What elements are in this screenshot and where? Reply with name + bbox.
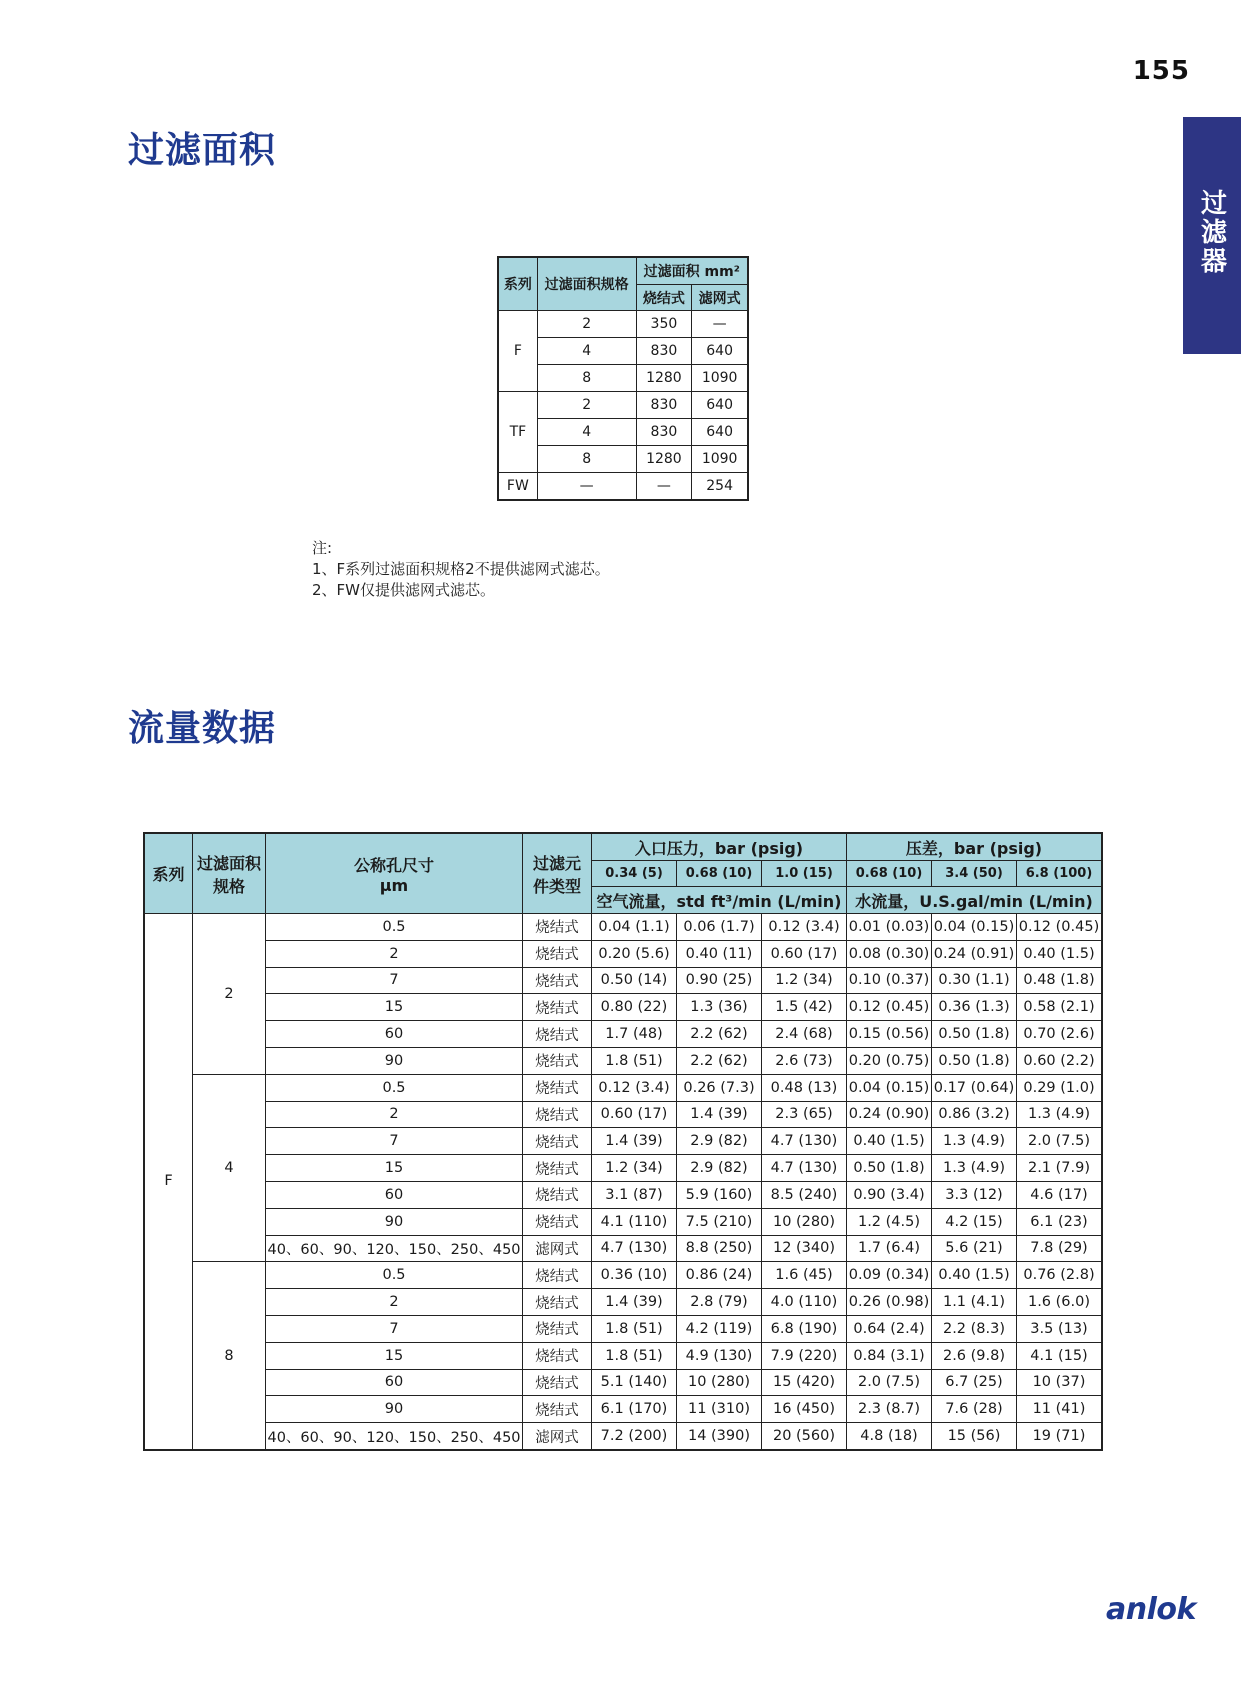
area-mesh-cell: 1090 <box>692 446 748 473</box>
area-spec-cell: 8 <box>537 446 636 473</box>
flow-water-value-cell: 0.36 (1.3) <box>932 994 1017 1021</box>
flow-water-value-cell: 6.1 (23) <box>1017 1208 1103 1235</box>
flow-type-cell: 烧结式 <box>523 1262 592 1289</box>
side-tab-label: 过滤器 <box>1196 189 1227 276</box>
area-header-area: 过滤面积 mm² <box>636 257 748 285</box>
flow-water-value-cell: 2.3 (8.7) <box>847 1396 932 1423</box>
flow-air-value-cell: 2.6 (73) <box>762 1047 847 1074</box>
flow-air-value-cell: 8.5 (240) <box>762 1181 847 1208</box>
flow-type-cell: 烧结式 <box>523 940 592 967</box>
flow-air-value-cell: 1.6 (45) <box>762 1262 847 1289</box>
flow-type-cell: 烧结式 <box>523 967 592 994</box>
flow-air-value-cell: 1.4 (39) <box>592 1128 677 1155</box>
flow-air-value-cell: 1.8 (51) <box>592 1342 677 1369</box>
flow-air-value-cell: 2.2 (62) <box>677 1047 762 1074</box>
flow-water-value-cell: 1.2 (4.5) <box>847 1208 932 1235</box>
flow-air-value-cell: 4.1 (110) <box>592 1208 677 1235</box>
area-mesh-cell: 1090 <box>692 365 748 392</box>
flow-air-value-cell: 11 (310) <box>677 1396 762 1423</box>
flow-water-value-cell: 4.1 (15) <box>1017 1342 1103 1369</box>
flow-water-value-cell: 0.30 (1.1) <box>932 967 1017 994</box>
flow-header-spec-line2: 规格 <box>212 876 245 896</box>
flow-air-value-cell: 2.9 (82) <box>677 1128 762 1155</box>
area-series-cell: F <box>498 311 537 392</box>
flow-water-value-cell: 0.12 (0.45) <box>847 994 932 1021</box>
flow-air-value-cell: 7.5 (210) <box>677 1208 762 1235</box>
flow-pore-cell: 40、60、90、120、150、250、450 <box>266 1423 523 1450</box>
flow-pore-cell: 7 <box>266 1315 523 1342</box>
flow-air-value-cell: 10 (280) <box>677 1369 762 1396</box>
area-series-cell: TF <box>498 392 537 473</box>
flow-data-title: 流量数据 <box>128 708 277 749</box>
flow-water-value-cell: 10 (37) <box>1017 1369 1103 1396</box>
flow-header-pressure-diff: 压差，bar (psig) <box>847 833 1103 861</box>
area-mesh-cell: 640 <box>692 392 748 419</box>
flow-header-diff-value: 6.8 (100) <box>1017 861 1103 887</box>
flow-water-value-cell: 4.2 (15) <box>932 1208 1017 1235</box>
flow-water-value-cell: 0.48 (1.8) <box>1017 967 1103 994</box>
flow-water-value-cell: 0.40 (1.5) <box>932 1262 1017 1289</box>
flow-type-cell: 烧结式 <box>523 1289 592 1316</box>
table-row <box>144 1208 1102 1235</box>
flow-header-type-line1: 过滤元 <box>532 853 581 873</box>
area-header-mesh: 滤网式 <box>692 285 748 311</box>
flow-header-inlet-pressure: 入口压力，bar (psig) <box>592 833 847 861</box>
area-spec-cell: 4 <box>537 419 636 446</box>
flow-pore-cell: 2 <box>266 940 523 967</box>
area-spec-cell: — <box>537 473 636 501</box>
flow-water-value-cell: 1.1 (4.1) <box>932 1289 1017 1316</box>
flow-spec-cell: 2 <box>193 914 266 1075</box>
flow-air-value-cell: 10 (280) <box>762 1208 847 1235</box>
flow-pore-cell: 40、60、90、120、150、250、450 <box>266 1235 523 1262</box>
flow-header-pore-line2: μm <box>379 875 409 895</box>
flow-pore-cell: 2 <box>266 1289 523 1316</box>
flow-water-value-cell: 0.50 (1.8) <box>847 1155 932 1182</box>
flow-pore-cell: 0.5 <box>266 1262 523 1289</box>
table-row <box>144 940 1102 967</box>
flow-water-value-cell: 1.6 (6.0) <box>1017 1289 1103 1316</box>
flow-water-value-cell: 0.84 (3.1) <box>847 1342 932 1369</box>
table-row <box>144 967 1102 994</box>
flow-pore-cell: 0.5 <box>266 914 523 941</box>
flow-water-value-cell: 1.3 (4.9) <box>1017 1101 1103 1128</box>
flow-air-value-cell: 4.7 (130) <box>762 1128 847 1155</box>
flow-header-inlet-value: 0.68 (10) <box>677 861 762 887</box>
table-row <box>144 1128 1102 1155</box>
flow-air-value-cell: 1.2 (34) <box>762 967 847 994</box>
flow-water-value-cell: 1.7 (6.4) <box>847 1235 932 1262</box>
flow-series-cell: F <box>144 914 193 1450</box>
flow-water-value-cell: 0.12 (0.45) <box>1017 914 1103 941</box>
table-row <box>144 1101 1102 1128</box>
flow-water-value-cell: 2.2 (8.3) <box>932 1315 1017 1342</box>
area-mesh-cell: — <box>692 311 748 338</box>
page-number: 155 <box>1132 56 1190 86</box>
flow-type-cell: 烧结式 <box>523 1208 592 1235</box>
flow-water-value-cell: 0.40 (1.5) <box>847 1128 932 1155</box>
flow-water-value-cell: 0.09 (0.34) <box>847 1262 932 1289</box>
flow-header-type <box>523 833 592 914</box>
table-row <box>498 311 748 338</box>
area-sintered-cell: 350 <box>636 311 692 338</box>
flow-air-value-cell: 4.7 (130) <box>762 1155 847 1182</box>
flow-air-value-cell: 4.9 (130) <box>677 1342 762 1369</box>
area-header-series: 系列 <box>498 257 537 311</box>
flow-spec-cell: 4 <box>193 1074 266 1262</box>
flow-air-value-cell: 6.8 (190) <box>762 1315 847 1342</box>
table-row <box>144 1423 1102 1450</box>
flow-type-cell: 烧结式 <box>523 1396 592 1423</box>
flow-pore-cell: 7 <box>266 967 523 994</box>
flow-header-inlet-value: 1.0 (15) <box>762 861 847 887</box>
flow-water-value-cell: 0.58 (2.1) <box>1017 994 1103 1021</box>
flow-air-value-cell: 3.1 (87) <box>592 1181 677 1208</box>
flow-air-value-cell: 8.8 (250) <box>677 1235 762 1262</box>
table-row <box>144 994 1102 1021</box>
flow-water-value-cell: 0.15 (0.56) <box>847 1021 932 1048</box>
flow-water-value-cell: 0.01 (0.03) <box>847 914 932 941</box>
flow-air-value-cell: 5.1 (140) <box>592 1369 677 1396</box>
area-series-cell: FW <box>498 473 537 501</box>
flow-header-air-flow: 空气流量，std ft³/min (L/min) <box>592 887 847 914</box>
section-side-tab <box>1183 117 1241 354</box>
flow-water-value-cell: 0.90 (3.4) <box>847 1181 932 1208</box>
flow-air-value-cell: 0.86 (24) <box>677 1262 762 1289</box>
area-spec-cell: 4 <box>537 338 636 365</box>
area-header-spec: 过滤面积规格 <box>537 257 636 311</box>
flow-data-table <box>143 832 1103 1451</box>
table-row <box>144 1155 1102 1182</box>
table-row <box>144 1074 1102 1101</box>
flow-water-value-cell: 19 (71) <box>1017 1423 1103 1450</box>
flow-water-value-cell: 7.8 (29) <box>1017 1235 1103 1262</box>
flow-pore-cell: 60 <box>266 1369 523 1396</box>
flow-air-value-cell: 1.4 (39) <box>677 1101 762 1128</box>
flow-water-value-cell: 6.7 (25) <box>932 1369 1017 1396</box>
flow-type-cell: 烧结式 <box>523 1021 592 1048</box>
flow-air-value-cell: 1.8 (51) <box>592 1315 677 1342</box>
flow-air-value-cell: 2.4 (68) <box>762 1021 847 1048</box>
area-spec-cell: 8 <box>537 365 636 392</box>
flow-air-value-cell: 0.26 (7.3) <box>677 1074 762 1101</box>
flow-air-value-cell: 0.40 (11) <box>677 940 762 967</box>
flow-air-value-cell: 0.50 (14) <box>592 967 677 994</box>
flow-water-value-cell: 11 (41) <box>1017 1396 1103 1423</box>
flow-header-diff-value: 0.68 (10) <box>847 861 932 887</box>
flow-air-value-cell: 2.9 (82) <box>677 1155 762 1182</box>
area-sintered-cell: — <box>636 473 692 501</box>
flow-pore-cell: 90 <box>266 1396 523 1423</box>
flow-air-value-cell: 14 (390) <box>677 1423 762 1450</box>
flow-water-value-cell: 0.04 (0.15) <box>847 1074 932 1101</box>
flow-water-value-cell: 0.40 (1.5) <box>1017 940 1103 967</box>
flow-type-cell: 烧结式 <box>523 1047 592 1074</box>
flow-air-value-cell: 0.60 (17) <box>762 940 847 967</box>
area-sintered-cell: 830 <box>636 419 692 446</box>
flow-type-cell: 烧结式 <box>523 1128 592 1155</box>
flow-water-value-cell: 0.76 (2.8) <box>1017 1262 1103 1289</box>
flow-air-value-cell: 1.4 (39) <box>592 1289 677 1316</box>
flow-water-value-cell: 0.50 (1.8) <box>932 1047 1017 1074</box>
flow-air-value-cell: 4.7 (130) <box>592 1235 677 1262</box>
flow-water-value-cell: 0.08 (0.30) <box>847 940 932 967</box>
flow-air-value-cell: 0.20 (5.6) <box>592 940 677 967</box>
flow-water-value-cell: 15 (56) <box>932 1423 1017 1450</box>
table-row <box>498 473 748 501</box>
flow-type-cell: 烧结式 <box>523 994 592 1021</box>
flow-air-value-cell: 0.60 (17) <box>592 1101 677 1128</box>
flow-water-value-cell: 2.0 (7.5) <box>1017 1128 1103 1155</box>
flow-water-value-cell: 1.3 (4.9) <box>932 1155 1017 1182</box>
flow-air-value-cell: 2.3 (65) <box>762 1101 847 1128</box>
flow-water-value-cell: 2.0 (7.5) <box>847 1369 932 1396</box>
table-row <box>498 392 748 419</box>
flow-spec-cell: 8 <box>193 1262 266 1450</box>
flow-air-value-cell: 0.06 (1.7) <box>677 914 762 941</box>
notes <box>312 538 610 601</box>
flow-pore-cell: 15 <box>266 1342 523 1369</box>
filter-area-table <box>497 256 749 501</box>
flow-type-cell: 滤网式 <box>523 1235 592 1262</box>
table-row <box>144 1342 1102 1369</box>
flow-pore-cell: 15 <box>266 1155 523 1182</box>
flow-header-spec-line1: 过滤面积 <box>196 853 261 873</box>
filter-area-title: 过滤面积 <box>128 130 277 171</box>
flow-pore-cell: 60 <box>266 1021 523 1048</box>
table-row <box>144 914 1102 941</box>
flow-water-value-cell: 0.10 (0.37) <box>847 967 932 994</box>
table-row <box>144 1315 1102 1342</box>
area-sintered-cell: 1280 <box>636 365 692 392</box>
flow-pore-cell: 60 <box>266 1181 523 1208</box>
flow-air-value-cell: 0.36 (10) <box>592 1262 677 1289</box>
flow-pore-cell: 15 <box>266 994 523 1021</box>
flow-air-value-cell: 16 (450) <box>762 1396 847 1423</box>
area-spec-cell: 2 <box>537 392 636 419</box>
table-row <box>144 1369 1102 1396</box>
flow-type-cell: 烧结式 <box>523 914 592 941</box>
flow-water-value-cell: 4.6 (17) <box>1017 1181 1103 1208</box>
flow-type-cell: 滤网式 <box>523 1423 592 1450</box>
flow-water-value-cell: 7.6 (28) <box>932 1396 1017 1423</box>
flow-water-value-cell: 0.50 (1.8) <box>932 1021 1017 1048</box>
area-sintered-cell: 830 <box>636 392 692 419</box>
flow-air-value-cell: 4.2 (119) <box>677 1315 762 1342</box>
flow-type-cell: 烧结式 <box>523 1369 592 1396</box>
flow-air-value-cell: 1.3 (36) <box>677 994 762 1021</box>
flow-header-inlet-value: 0.34 (5) <box>592 861 677 887</box>
flow-air-value-cell: 5.9 (160) <box>677 1181 762 1208</box>
table-row <box>144 1021 1102 1048</box>
flow-water-value-cell: 0.86 (3.2) <box>932 1101 1017 1128</box>
flow-water-value-cell: 3.5 (13) <box>1017 1315 1103 1342</box>
flow-water-value-cell: 0.04 (0.15) <box>932 914 1017 941</box>
table-row <box>144 1396 1102 1423</box>
flow-water-value-cell: 0.64 (2.4) <box>847 1315 932 1342</box>
flow-pore-cell: 7 <box>266 1128 523 1155</box>
flow-water-value-cell: 0.20 (0.75) <box>847 1047 932 1074</box>
flow-air-value-cell: 0.90 (25) <box>677 967 762 994</box>
area-header-sintered: 烧结式 <box>636 285 692 311</box>
flow-pore-cell: 90 <box>266 1047 523 1074</box>
flow-air-value-cell: 0.12 (3.4) <box>592 1074 677 1101</box>
flow-header-diff-value: 3.4 (50) <box>932 861 1017 887</box>
area-mesh-cell: 640 <box>692 419 748 446</box>
flow-air-value-cell: 0.48 (13) <box>762 1074 847 1101</box>
flow-air-value-cell: 1.5 (42) <box>762 994 847 1021</box>
flow-air-value-cell: 2.2 (62) <box>677 1021 762 1048</box>
flow-air-value-cell: 15 (420) <box>762 1369 847 1396</box>
flow-air-value-cell: 2.8 (79) <box>677 1289 762 1316</box>
flow-header-type-line2: 件类型 <box>532 876 581 896</box>
flow-air-value-cell: 1.7 (48) <box>592 1021 677 1048</box>
flow-air-value-cell: 0.12 (3.4) <box>762 914 847 941</box>
flow-air-value-cell: 7.2 (200) <box>592 1423 677 1450</box>
flow-pore-cell: 2 <box>266 1101 523 1128</box>
flow-water-value-cell: 0.60 (2.2) <box>1017 1047 1103 1074</box>
notes-title: 注: <box>312 539 333 557</box>
table-row <box>144 1235 1102 1262</box>
flow-pore-cell: 0.5 <box>266 1074 523 1101</box>
area-sintered-cell: 830 <box>636 338 692 365</box>
note-item: 2、FW仅提供滤网式滤芯。 <box>312 581 496 599</box>
flow-air-value-cell: 1.2 (34) <box>592 1155 677 1182</box>
flow-water-value-cell: 3.3 (12) <box>932 1181 1017 1208</box>
table-row <box>144 1047 1102 1074</box>
flow-header-pore-line1: 公称孔尺寸 <box>353 855 434 875</box>
flow-type-cell: 烧结式 <box>523 1342 592 1369</box>
note-item: 1、F系列过滤面积规格2不提供滤网式滤芯。 <box>312 560 610 578</box>
area-mesh-cell: 254 <box>692 473 748 501</box>
flow-air-value-cell: 1.8 (51) <box>592 1047 677 1074</box>
flow-water-value-cell: 0.70 (2.6) <box>1017 1021 1103 1048</box>
flow-air-value-cell: 12 (340) <box>762 1235 847 1262</box>
table-row <box>144 1181 1102 1208</box>
table-row <box>144 1289 1102 1316</box>
flow-water-value-cell: 0.24 (0.91) <box>932 940 1017 967</box>
area-mesh-cell: 640 <box>692 338 748 365</box>
flow-water-value-cell: 2.1 (7.9) <box>1017 1155 1103 1182</box>
flow-water-value-cell: 2.6 (9.8) <box>932 1342 1017 1369</box>
flow-air-value-cell: 7.9 (220) <box>762 1342 847 1369</box>
flow-header-spec <box>193 833 266 914</box>
flow-water-value-cell: 1.3 (4.9) <box>932 1128 1017 1155</box>
flow-air-value-cell: 0.04 (1.1) <box>592 914 677 941</box>
flow-type-cell: 烧结式 <box>523 1074 592 1101</box>
flow-water-value-cell: 0.24 (0.90) <box>847 1101 932 1128</box>
flow-water-value-cell: 5.6 (21) <box>932 1235 1017 1262</box>
flow-header-series: 系列 <box>144 833 193 914</box>
flow-air-value-cell: 4.0 (110) <box>762 1289 847 1316</box>
area-sintered-cell: 1280 <box>636 446 692 473</box>
flow-type-cell: 烧结式 <box>523 1315 592 1342</box>
flow-water-value-cell: 0.29 (1.0) <box>1017 1074 1103 1101</box>
flow-type-cell: 烧结式 <box>523 1155 592 1182</box>
flow-header-pore <box>266 833 523 914</box>
flow-type-cell: 烧结式 <box>523 1181 592 1208</box>
flow-type-cell: 烧结式 <box>523 1101 592 1128</box>
flow-water-value-cell: 4.8 (18) <box>847 1423 932 1450</box>
table-row <box>144 1262 1102 1289</box>
flow-pore-cell: 90 <box>266 1208 523 1235</box>
flow-air-value-cell: 0.80 (22) <box>592 994 677 1021</box>
flow-air-value-cell: 6.1 (170) <box>592 1396 677 1423</box>
flow-water-value-cell: 0.26 (0.98) <box>847 1289 932 1316</box>
flow-air-value-cell: 20 (560) <box>762 1423 847 1450</box>
area-spec-cell: 2 <box>537 311 636 338</box>
flow-water-value-cell: 0.17 (0.64) <box>932 1074 1017 1101</box>
flow-header-water-flow: 水流量，U.S.gal/min (L/min) <box>847 887 1103 914</box>
brand-logo: anlok <box>1106 1592 1196 1627</box>
